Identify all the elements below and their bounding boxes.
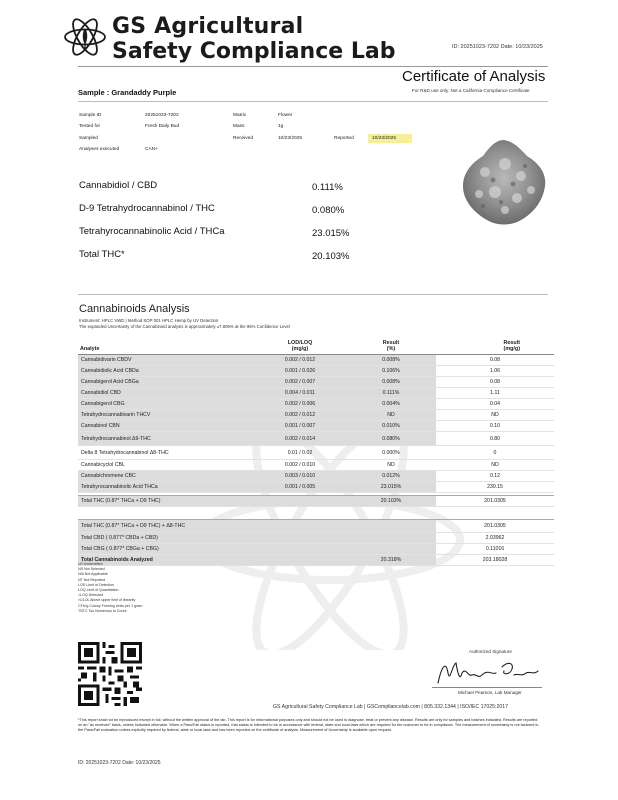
lab-name [112, 16, 395, 63]
result-mg-cell: 0.12 [436, 471, 554, 482]
result-pct-cell: 0.012% [346, 471, 436, 482]
reported-value: 10/23/2025 [372, 136, 397, 141]
total-row [78, 520, 554, 533]
analyses-value: CAN+ [145, 147, 158, 152]
lod-cell: 0.002 / 0.007 [254, 377, 346, 388]
potency-label-thca: Tetrahyrocannabinolic Acid / THCa [79, 226, 225, 237]
certificate-title: Certificate of Analysis [402, 68, 546, 85]
analyte-cell: Tetrahydrocannabinol Δ9-THC [78, 432, 254, 446]
result-pct-cell: 23.015% [346, 482, 436, 493]
potency-label-thc: D-9 Tetrahydrocannabinol / THC [79, 203, 215, 214]
total-label: Total THC (0.87* THCa + D9 THC) [78, 496, 346, 507]
sample-id-label: Sample ID [79, 113, 102, 118]
analyte-cell: Tetrahyrocannabinolic Acid THCa [78, 482, 254, 493]
analyte-cell: Cannabidivarin CBDV [78, 355, 254, 366]
lab-name-line1: GS Agricultural [112, 14, 304, 39]
lod-cell: 0.002 / 0.014 [254, 432, 346, 446]
footer-document-id: ID: 20251023-7202 Date: 10/23/2025 [78, 760, 161, 766]
table-row [78, 432, 554, 446]
lod-cell: 0.002 / 0.006 [254, 399, 346, 410]
analyte-cell: Cannabidiol CBD [78, 388, 254, 399]
cannabis-bud-image [455, 136, 553, 228]
legend-item: NS Not Selected [78, 567, 105, 572]
cannabinoids-table [78, 338, 554, 493]
header-divider [78, 66, 548, 67]
result-mg-cell: ND [436, 410, 554, 421]
lod-cell: 0.003 / 0.010 [254, 471, 346, 482]
total-mg: 201.0305 [436, 496, 554, 507]
potency-label-cbd: Cannabidiol / CBD [79, 180, 158, 191]
result-mg-cell: 0.08 [436, 355, 554, 366]
legend-item: CFU/g Colony Forming Units per 1 gram [78, 603, 143, 608]
total-pct [346, 544, 436, 555]
received-value: 10/23/2025 [278, 136, 303, 141]
lod-cell: 0.001 / 0.007 [254, 421, 346, 432]
result-pct-cell: 0.106% [346, 366, 436, 377]
potency-value-total-thc: 20.103% [312, 251, 350, 262]
result-mg-cell: 0.08 [436, 377, 554, 388]
legend-item: LOD Limit of Detection [78, 582, 115, 587]
matrix-label: Matrix [233, 113, 247, 118]
potency-value-cbd: 0.111% [312, 182, 343, 193]
sample-id-value: 20251023-7202 [145, 113, 179, 118]
sample-divider [78, 101, 548, 102]
table-row [78, 355, 554, 366]
legend-item: LOQ Limit of Quantitation [78, 588, 119, 593]
result-pct-cell: 0.111% [346, 388, 436, 399]
result-pct-cell: 0.080% [346, 432, 436, 446]
table-row [78, 388, 554, 399]
table-row [78, 471, 554, 482]
col-header-lod: LOD/LOQ (mg/g) [287, 340, 313, 352]
certificate-subtitle: For R&D use only. Not a California Compliance Certificate [412, 88, 530, 93]
table-row [78, 421, 554, 432]
result-pct-cell: ND [346, 460, 436, 471]
table-row [78, 460, 554, 471]
mass-value: 1g [278, 124, 284, 129]
lab-contact-info: GS Agricultural Safety Compliance Lab | GSCompliancelab.com | 805.332.1344 | ISO/IEC 17025:2017 [273, 704, 509, 710]
result-pct-cell: 0.008% [346, 355, 436, 366]
tested-for-value: Fresh Daily Bud [145, 124, 180, 129]
lod-cell: 0.001 / 0.026 [254, 366, 346, 377]
lab-name-line2: Safety Compliance Lab [112, 39, 396, 64]
analysis-title: Cannabinoids Analysis [79, 303, 190, 315]
result-mg-cell: 0.10 [436, 421, 554, 432]
analysis-uncertainty: The expanded Uncertainty of the Cannabinoid analysis is approximately ±7.806% at the 95% Confidence Level [79, 324, 290, 329]
total-row [78, 533, 554, 544]
totals-table [78, 519, 554, 566]
signature-label: Authorized Signature [469, 649, 512, 654]
col-header-result-mg: Result (mg/g) [503, 340, 520, 352]
result-pct-cell: 0.004% [346, 399, 436, 410]
result-pct-cell: 0.008% [346, 377, 436, 388]
lod-cell: 0.002 / 0.012 [254, 410, 346, 421]
total-pct [346, 533, 436, 544]
legend-item: TNTC Too Numerous to Count [78, 608, 127, 613]
total-row [78, 544, 554, 555]
result-mg-cell: 0 [436, 446, 554, 460]
qr-code-icon[interactable] [78, 642, 142, 706]
analysis-instrument: Instrument: HPLC VWD | Method SOP 001 HPLC Hemp by UV Detection [79, 318, 219, 323]
result-mg-cell: 0.04 [436, 399, 554, 410]
total-label: Total CBD ( 0.877* CBDa + CBD) [78, 533, 346, 544]
total-mg: 0.11016 [436, 544, 554, 555]
table-row [78, 482, 554, 493]
matrix-value: Flower [278, 113, 293, 118]
result-pct-cell: 0.000% [346, 446, 436, 460]
potency-value-thca: 23.015% [312, 228, 350, 239]
legend-item: <LOQ Detected [78, 593, 104, 598]
legend-item: NT Not Reported [78, 577, 106, 582]
legend-item: >ULOL Above upper limit of linearity [78, 598, 136, 603]
lab-logo-icon [62, 14, 108, 60]
col-header-result-pct: Result (%) [382, 340, 400, 352]
analyte-cell: Cannabigerol CBG [78, 399, 254, 410]
sample-title: Sample : Grandaddy Purple [78, 88, 177, 97]
total-pct: 20.103% [346, 496, 436, 507]
analyte-cell: Cannabigerol Acid CBGa [78, 377, 254, 388]
total-label: Total Cannabinoids Analyzed [78, 555, 346, 566]
analyte-cell: Delta 8 Tetrahydrocannabinol Δ8-THC [78, 446, 254, 460]
result-pct-cell: ND [346, 410, 436, 421]
table-row [78, 410, 554, 421]
result-mg-cell: 1.06 [436, 366, 554, 377]
total-row [78, 496, 554, 507]
analyte-cell: Tetrahydrocannabivarin THCV [78, 410, 254, 421]
mass-label: Mass [233, 124, 245, 129]
total-label: Total THC (0.87* THCa + D9 THC) + Δ8-THC [78, 520, 346, 533]
handwritten-signature [432, 655, 544, 689]
document-id: ID: 20251023-7202 Date: 10/23/2025 [452, 44, 543, 50]
analyte-cell: Cannabidiolic Acid CBDa [78, 366, 254, 377]
signatory-name: Michael Pearson, Lab Manager [458, 690, 522, 695]
table-row [78, 366, 554, 377]
result-pct-cell: 0.010% [346, 421, 436, 432]
abbreviation-legend [78, 562, 142, 614]
potency-label-total-thc: Total THC* [79, 249, 125, 260]
section-divider [78, 294, 548, 295]
analyte-cell: Cannabichromene CBC [78, 471, 254, 482]
total-mg: 203.18028 [436, 555, 554, 566]
lod-cell: 0.002 / 0.012 [254, 355, 346, 366]
analyte-cell: Cannabicyclol CBL [78, 460, 254, 471]
received-label: Received [233, 136, 253, 141]
tested-for-label: Tested for [79, 124, 101, 129]
signature-line [432, 687, 542, 688]
total-pct: 20.318% [346, 555, 436, 566]
total-row [78, 555, 554, 566]
total-mg: 2.03962 [436, 533, 554, 544]
legend-item: U/I Unidentified [78, 562, 103, 566]
col-header-analyte: Analyte [80, 346, 100, 352]
disclaimer-text: *This report shall not be reproduced except in full, without the written approval of the lab. This report is for informational purposes only and should not be used to diagnose, treat or prevent any disease. Results are only for samples and batches indicated. Results are reported on an "as received" basis, unless indicated otherwise. When a Pass/Fail status is reported, that status is intended to be in accordance with federal, state and local laws which are required for the customer to be in compliance. The measurement of uncertainty is not factored in the Pass/Fail evaluation unless explicitly required by federal, state or local laws and has been reported on the certificate of analysis. Measurement of Uncertainty is available upon request. [78, 718, 539, 733]
table-row [78, 377, 554, 388]
result-mg-cell: 230.15 [436, 482, 554, 493]
table-header-row [78, 338, 554, 355]
result-mg-cell: ND [436, 460, 554, 471]
sampled-label: Sampled [79, 136, 98, 141]
table-row [78, 446, 554, 460]
result-mg-cell: 1.11 [436, 388, 554, 399]
lod-cell: 0.01 / 0.02 [254, 446, 346, 460]
reported-label: Reported [334, 136, 354, 141]
analyses-label: Analyses executed [79, 147, 120, 152]
total-pct [346, 520, 436, 533]
result-mg-cell: 0.80 [436, 432, 554, 446]
analyte-cell: Cannabinol CBN [78, 421, 254, 432]
total-thc-table [78, 495, 554, 507]
potency-value-thc: 0.080% [312, 205, 345, 216]
lod-cell: 0.001 / 0.005 [254, 482, 346, 493]
total-label: Total CBG ( 0.877* CBGa + CBG) [78, 544, 346, 555]
table-row [78, 399, 554, 410]
legend-item: N/A Not Applicable [78, 572, 108, 577]
total-mg: 201.0305 [436, 520, 554, 533]
lod-cell: 0.002 / 0.010 [254, 460, 346, 471]
lod-cell: 0.004 / 0.011 [254, 388, 346, 399]
